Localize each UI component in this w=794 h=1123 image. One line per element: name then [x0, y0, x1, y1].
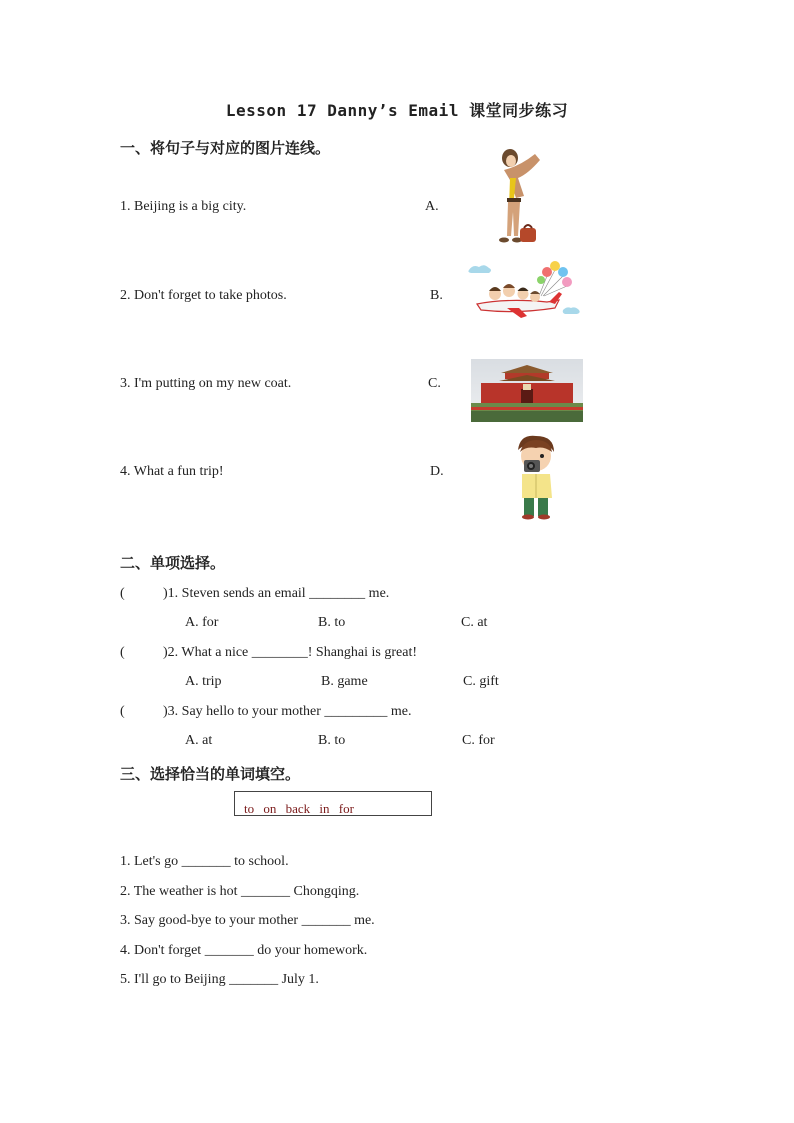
question-2-option-c: C. gift: [463, 674, 499, 689]
question-1-option-a: A. for: [185, 615, 219, 630]
question-1-stem: )1. Steven sends an email ________ me.: [163, 586, 390, 601]
question-1-paren: (: [120, 586, 125, 601]
question-3-option-a: A. at: [185, 733, 213, 748]
section-2-heading: 二、单项选择。: [120, 554, 226, 572]
fill-sentence-4: 4. Don't forget _______ do your homework.: [120, 943, 368, 958]
fill-sentence-3: 3. Say good-bye to your mother _______ me.: [120, 913, 375, 928]
boy-with-camera-image: [510, 434, 560, 520]
match-letter-d: D.: [430, 464, 444, 479]
match-letter-c: C.: [428, 376, 441, 391]
question-1-option-b: B. to: [318, 615, 346, 630]
question-2-stem: )2. What a nice ________! Shanghai is great!: [163, 645, 418, 660]
word-bank-box: to on back in for: [234, 791, 432, 816]
section-1-heading: 一、将句子与对应的图片连线。: [120, 139, 331, 157]
question-3-stem: )3. Say hello to your mother _________ me.: [163, 704, 412, 719]
question-3-paren: (: [120, 704, 125, 719]
match-letter-b: B.: [430, 288, 443, 303]
page-title: Lesson 17 Danny’s Email 课堂同步练习: [225, 101, 569, 120]
fill-sentence-2: 2. The weather is hot _______ Chongqing.: [120, 884, 360, 899]
tiananmen-photo-image: [471, 359, 583, 422]
woman-with-suitcase-image: [480, 148, 560, 246]
match-sentence-4: 4. What a fun trip!: [120, 464, 224, 479]
fill-sentence-1: 1. Let's go _______ to school.: [120, 854, 289, 869]
match-sentence-1: 1. Beijing is a big city.: [120, 199, 247, 214]
match-sentence-3: 3. I'm putting on my new coat.: [120, 376, 292, 391]
question-2-option-a: A. trip: [185, 674, 222, 689]
question-3-option-b: B. to: [318, 733, 346, 748]
question-1-option-c: C. at: [461, 615, 488, 630]
question-2-option-b: B. game: [321, 674, 368, 689]
question-3-option-c: C. for: [462, 733, 495, 748]
section-3-heading: 三、选择恰当的单词填空。: [120, 765, 301, 783]
family-on-plane-image: [467, 258, 583, 322]
fill-sentence-5: 5. I'll go to Beijing _______ July 1.: [120, 972, 319, 987]
match-letter-a: A.: [425, 199, 439, 214]
match-sentence-2: 2. Don't forget to take photos.: [120, 288, 287, 303]
question-2-paren: (: [120, 645, 125, 660]
